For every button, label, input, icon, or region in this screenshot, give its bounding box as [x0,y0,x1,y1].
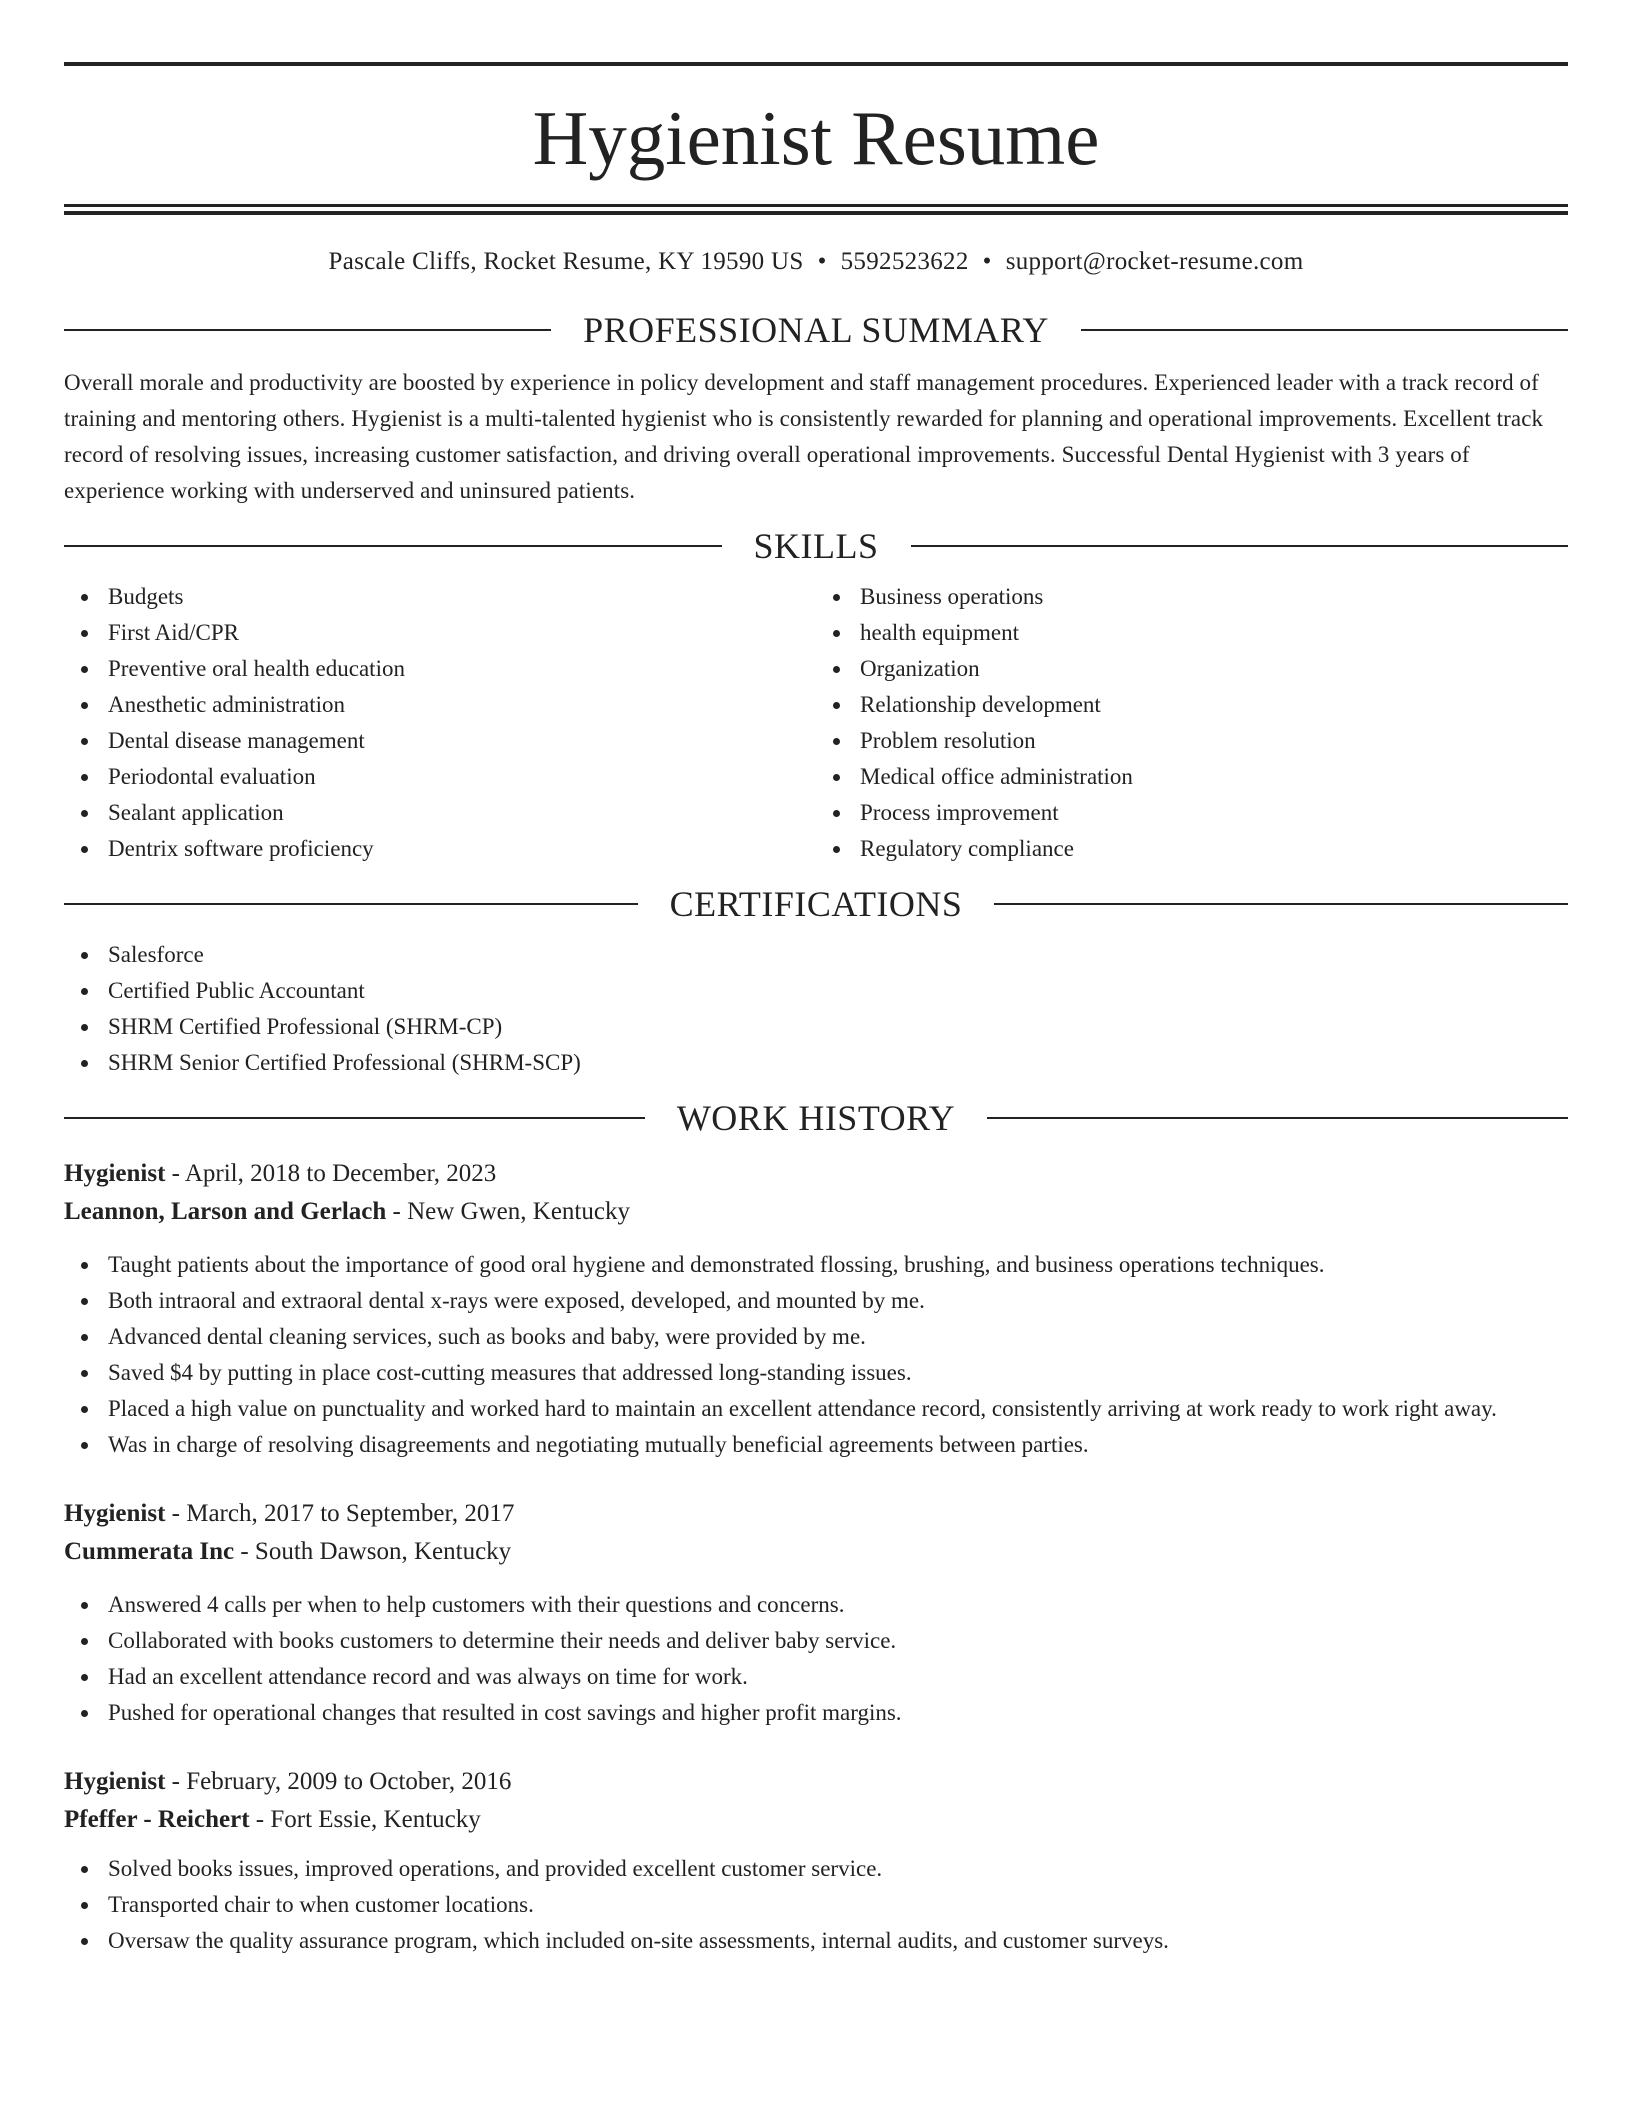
contact-separator: • [817,248,827,275]
work-history-heading-text: WORK HISTORY [676,1098,956,1138]
heading-rule-left [64,329,551,331]
job-bullet: Oversaw the quality assurance program, which included on-site assessments, internal audits, and customer surveys. [108,1923,1568,1959]
summary-heading-text: PROFESSIONAL SUMMARY [583,310,1049,350]
job-bullet: Placed a high value on punctuality and worked hard to maintain an excellent attendance record, consistently arriving at work ready to work right away. [108,1391,1568,1427]
skill-item: Relationship development [860,687,1568,723]
job-bullet-list [64,1587,1568,1731]
job-bullet: Taught patients about the importance of good oral hygiene and demonstrated flossing, brushing, and business operations techniques. [108,1247,1568,1283]
skill-item: Problem resolution [860,723,1568,759]
certification-item: Certified Public Accountant [108,973,1568,1009]
job-location: - New Gwen, Kentucky [386,1198,630,1225]
certifications-heading-text: CERTIFICATIONS [669,884,963,924]
job-dates: - February, 2009 to October, 2016 [165,1768,512,1795]
job-bullet-list [64,1851,1568,1959]
job-title-line [64,1763,1568,1801]
skill-item: health equipment [860,615,1568,651]
skill-item: Periodontal evaluation [108,759,816,795]
job-title: Hygienist [64,1500,166,1527]
certification-item: SHRM Certified Professional (SHRM-CP) [108,1009,1568,1045]
heading-rule-right [987,1117,1568,1119]
job-dates: - April, 2018 to December, 2023 [165,1160,497,1187]
skill-item: Business operations [860,579,1568,615]
job-location: - Fort Essie, Kentucky [249,1806,481,1833]
job-entry [64,1155,1568,1463]
job-title: Hygienist [64,1160,166,1187]
job-bullet: Answered 4 calls per when to help customers with their questions and concerns. [108,1587,1568,1623]
job-bullet-list [64,1247,1568,1463]
job-company-line [64,1193,1568,1231]
job-entry [64,1495,1568,1731]
skill-item: Preventive oral health education [108,651,816,687]
skills-list-right [816,579,1568,867]
skills-list-left [64,579,816,867]
job-dates: - March, 2017 to September, 2017 [165,1500,515,1527]
skill-item: Dental disease management [108,723,816,759]
skill-item: Sealant application [108,795,816,831]
job-bullet: Advanced dental cleaning services, such as books and baby, were provided by me. [108,1319,1568,1355]
job-location: - South Dawson, Kentucky [234,1538,512,1565]
job-bullet: Was in charge of resolving disagreements and negotiating mutually beneficial agreements between parties. [108,1427,1568,1463]
title-double-rule [64,204,1568,215]
contact-email: support@rocket-resume.com [1005,248,1304,275]
job-title: Hygienist [64,1768,166,1795]
heading-rule-right [1081,329,1568,331]
skill-item: Process improvement [860,795,1568,831]
heading-rule-left [64,545,722,547]
skill-item: Anesthetic administration [108,687,816,723]
skill-item: Budgets [108,579,816,615]
certification-item: Salesforce [108,937,1568,973]
job-title-line [64,1155,1568,1193]
certifications-heading [64,883,1568,925]
heading-rule-right [911,545,1569,547]
contact-phone: 5592523622 [840,248,969,275]
skills-heading-text: SKILLS [753,526,879,566]
contact-line [64,245,1568,279]
heading-rule-left [64,1117,645,1119]
job-bullet: Transported chair to when customer locations. [108,1887,1568,1923]
job-company-line [64,1801,1568,1839]
work-history-heading [64,1097,1568,1139]
job-company: Leannon, Larson and Gerlach [64,1198,387,1225]
heading-rule-left [64,903,638,905]
certifications-list [64,937,1568,1081]
certification-item: SHRM Senior Certified Professional (SHRM-SCP) [108,1045,1568,1081]
job-bullet: Had an excellent attendance record and was always on time for work. [108,1659,1568,1695]
job-title-line [64,1495,1568,1533]
skills-grid [64,579,1568,867]
skill-item: Organization [860,651,1568,687]
job-bullet: Pushed for operational changes that resulted in cost savings and higher profit margins. [108,1695,1568,1731]
job-company: Cummerata Inc [64,1538,235,1565]
job-entry [64,1763,1568,1959]
summary-text: Overall morale and productivity are boosted by experience in policy development and staff management procedures. Experienced leader with a track record of training and mentoring others. Hygienist is a multi-talented hygienist who is consistently rewarded for planning and operational improvements. Excellent track record of resolving issues, increasing customer satisfaction, and driving overall operational improvements. Successful Dental Hygienist with 3 years of experience working with underserved and uninsured patients. [64,370,1544,503]
contact-address: Pascale Cliffs, Rocket Resume, KY 19590 US [328,248,804,275]
top-rule [64,62,1568,66]
skill-item: Dentrix software proficiency [108,831,816,867]
job-company: Pfeffer - Reichert [64,1806,250,1833]
summary-heading [64,309,1568,351]
job-company-line [64,1533,1568,1571]
skill-item: First Aid/CPR [108,615,816,651]
job-bullet: Collaborated with books customers to determine their needs and deliver baby service. [108,1623,1568,1659]
job-bullet: Saved $4 by putting in place cost-cutting measures that addressed long-standing issues. [108,1355,1568,1391]
job-bullet: Both intraoral and extraoral dental x-rays were exposed, developed, and mounted by me. [108,1283,1568,1319]
contact-separator: • [982,248,992,275]
skills-heading [64,525,1568,567]
heading-rule-right [994,903,1568,905]
job-bullet: Solved books issues, improved operations, and provided excellent customer service. [108,1851,1568,1887]
skill-item: Regulatory compliance [860,831,1568,867]
resume-title: Hygienist Resume [532,95,1100,181]
skill-item: Medical office administration [860,759,1568,795]
